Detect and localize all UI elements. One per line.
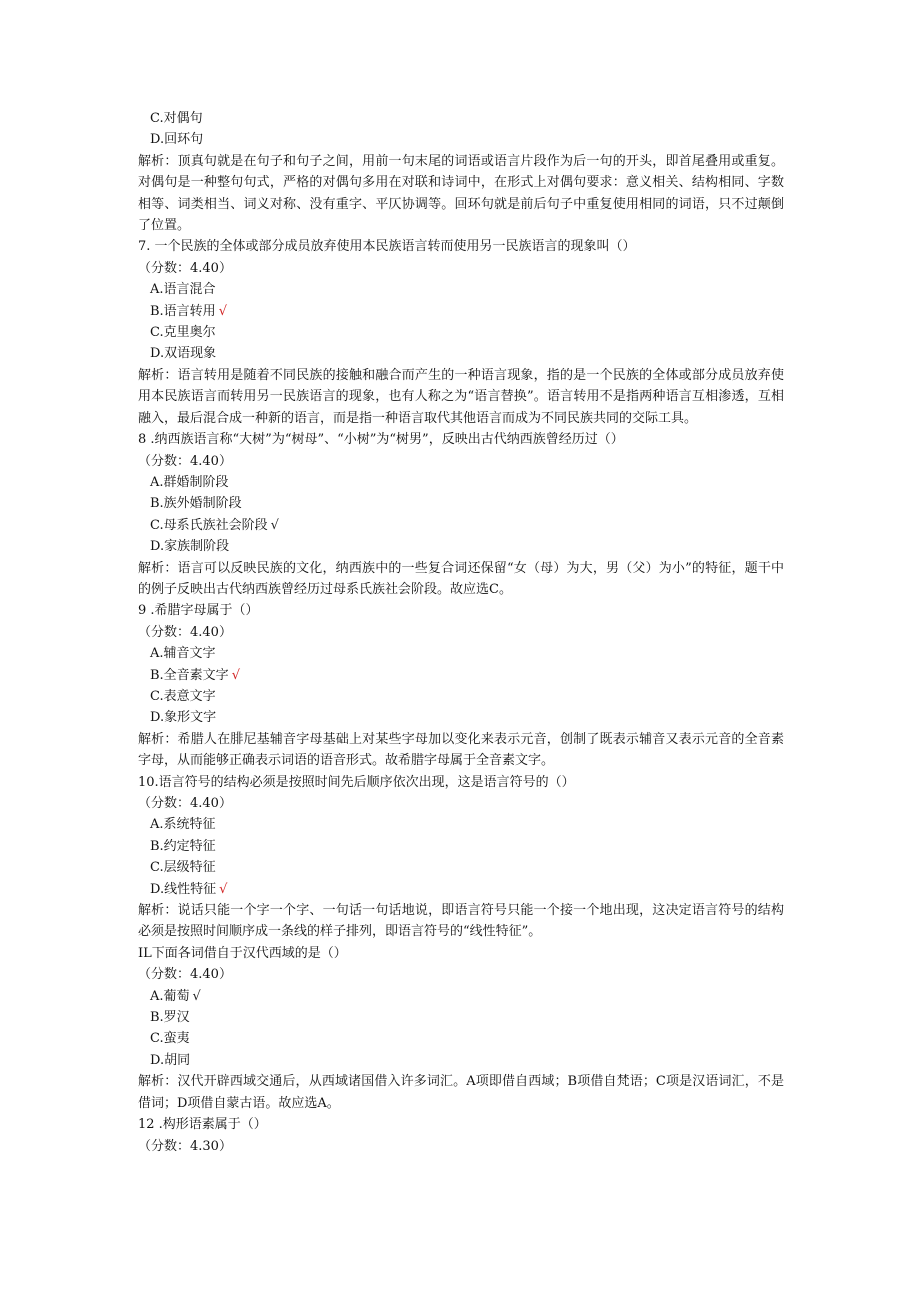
text: 10.语言符号的结构必须是按照时间先后顺序依次出现，这是语言符号的（） bbox=[138, 774, 575, 790]
text: D.双语现象 bbox=[150, 346, 217, 362]
answer-option bbox=[138, 986, 784, 1007]
answer-option bbox=[138, 879, 784, 900]
text: B.语言转用 bbox=[150, 303, 216, 319]
text: C.层级特征 bbox=[150, 860, 216, 876]
text: C.母系氏族社会阶段 bbox=[150, 517, 268, 533]
text: （分数：4.40） bbox=[138, 967, 232, 983]
answer-option bbox=[138, 515, 784, 536]
correct-check-icon: √ bbox=[218, 303, 227, 319]
question-line bbox=[138, 429, 784, 450]
correct-check-icon: √ bbox=[270, 517, 279, 533]
text: 解析：语言可以反映民族的文化，纳西族中的一些复合词还保留“女（母）为大，男（父）为小”的特征，题干中的例子反映出古代纳西族曾经历过母系氏族社会阶段。故应选C。 bbox=[138, 560, 784, 597]
text: （分数：4.30） bbox=[138, 1138, 232, 1154]
text: C.对偶句 bbox=[150, 111, 203, 126]
answer-option bbox=[138, 1050, 784, 1071]
answer-option bbox=[138, 686, 784, 707]
answer-option bbox=[138, 279, 784, 300]
answer-option bbox=[138, 108, 784, 129]
correct-check-icon: √ bbox=[219, 881, 228, 897]
score-line bbox=[138, 258, 784, 279]
text: 解析：说话只能一个字一个字、一句话一句话地说，即语言符号只能一个接一个地出现，这决定语言符号的结构必须是按照时间顺序成一条线的样子排列，即语言符号的“线性特征”。 bbox=[138, 903, 784, 940]
text: A.葡萄 bbox=[150, 988, 190, 1004]
answer-option bbox=[138, 665, 784, 686]
text: 8 .纳西族语言称“大树”为“树母”、“小树”为“树男”，反映出古代纳西族曾经历过（） bbox=[138, 432, 624, 448]
text: 12 .构形语素属于（） bbox=[138, 1117, 267, 1133]
explanation-paragraph bbox=[138, 1071, 784, 1114]
answer-option bbox=[138, 322, 784, 343]
text: 解析：汉代开辟西域交通后，从西域诸国借入许多词汇。A项即借自西域；B项借自梵语；C项是汉语词汇，不是借词；D项借自蒙古语。故应选A。 bbox=[138, 1074, 784, 1111]
question-line bbox=[138, 1114, 784, 1135]
explanation-paragraph bbox=[138, 729, 784, 772]
text: A.辅音文字 bbox=[150, 646, 216, 662]
text: D.回环句 bbox=[150, 132, 204, 148]
text: （分数：4.40） bbox=[138, 624, 232, 640]
answer-option bbox=[138, 301, 784, 322]
score-line bbox=[138, 451, 784, 472]
text: A.语言混合 bbox=[150, 282, 216, 298]
answer-option bbox=[138, 472, 784, 493]
explanation-paragraph bbox=[138, 900, 784, 943]
document-page bbox=[138, 108, 784, 1157]
text: C.克里奥尔 bbox=[150, 325, 216, 341]
explanation-paragraph bbox=[138, 558, 784, 601]
text: IL下面各词借自于汉代西域的是（） bbox=[138, 945, 347, 961]
text: A.系统特征 bbox=[150, 817, 216, 833]
answer-option bbox=[138, 1028, 784, 1049]
score-line bbox=[138, 622, 784, 643]
text: 解析：希腊人在腓尼基辅音字母基础上对某些字母加以变化来表示元音，创制了既表示辅音又表示元音的全音素字母，从而能够正确表示词语的语音形式。故希腊字母属于全音素文字。 bbox=[138, 731, 784, 769]
correct-check-icon: √ bbox=[231, 667, 240, 683]
text: D.象形文字 bbox=[150, 710, 217, 726]
text: D.家族制阶段 bbox=[150, 539, 230, 555]
answer-option bbox=[138, 857, 784, 878]
question-line bbox=[138, 943, 784, 964]
text: A.群婚制阶段 bbox=[150, 474, 229, 490]
text: （分数：4.40） bbox=[138, 260, 232, 276]
answer-option bbox=[138, 536, 784, 557]
text: （分数：4.40） bbox=[138, 453, 232, 469]
text: （分数：4.40） bbox=[138, 796, 232, 811]
answer-option bbox=[138, 836, 784, 857]
answer-option bbox=[138, 1007, 784, 1028]
text: B.罗汉 bbox=[150, 1010, 190, 1026]
question-line bbox=[138, 236, 784, 257]
score-line bbox=[138, 793, 784, 814]
text: B.约定特征 bbox=[150, 838, 216, 854]
text: 9 .希腊字母属于（） bbox=[138, 603, 259, 619]
text: D.胡同 bbox=[150, 1052, 191, 1068]
text: 7. 一个民族的全体或部分成员放弃使用本民族语言转而使用另一民族语言的现象叫（） bbox=[138, 239, 636, 255]
question-line bbox=[138, 772, 784, 793]
text: C.表意文字 bbox=[150, 688, 216, 704]
text: 解析：语言转用是随着不同民族的接触和融合而产生的一种语言现象，指的是一个民族的全体或部分成员放弃使用本民族语言而转用另一民族语言的现象，也有人称之为“语言替换”。语言转用不是指两种语言互相渗透，互相融入，最后混合成一种新的语言，而是指一种语言取代其他语言而成为不同民族共同的交际工具。 bbox=[138, 367, 784, 426]
answer-option bbox=[138, 343, 784, 364]
answer-option bbox=[138, 493, 784, 514]
answer-option bbox=[138, 129, 784, 150]
text: C.蛮夷 bbox=[150, 1031, 190, 1047]
text: B.全音素文字 bbox=[150, 667, 229, 683]
correct-check-icon: √ bbox=[192, 988, 201, 1004]
explanation-paragraph bbox=[138, 365, 784, 429]
question-line bbox=[138, 600, 784, 621]
score-line bbox=[138, 1136, 784, 1157]
text: D.线性特征 bbox=[150, 881, 217, 897]
text: 解析：顶真句就是在句子和句子之间，用前一句末尾的词语或语言片段作为后一句的开头，即首尾叠用或重复。对偶句是一种整句句式，严格的对偶句多用在对联和诗词中，在形式上对偶句要求：意义相关、结构相同、字数相等、词类相当、词义对称、没有重字、平仄协调等。回环句就是前后句子中重复使用相同的词语，只不过颠倒了位置。 bbox=[138, 153, 784, 234]
explanation-paragraph bbox=[138, 151, 784, 237]
answer-option bbox=[138, 707, 784, 728]
text: B.族外婚制阶段 bbox=[150, 496, 242, 512]
answer-option bbox=[138, 643, 784, 664]
answer-option bbox=[138, 814, 784, 835]
score-line bbox=[138, 964, 784, 985]
